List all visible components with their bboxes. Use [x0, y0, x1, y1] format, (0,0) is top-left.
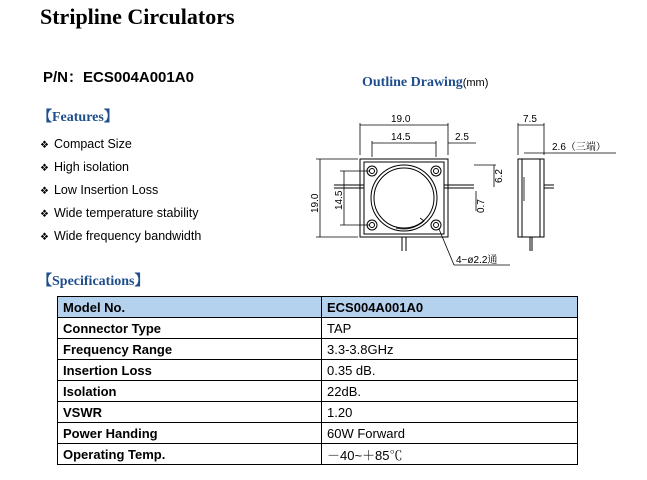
spec-label: Model No. — [58, 297, 322, 318]
dim-tab-width: 0.7 — [476, 199, 487, 213]
outline-drawing — [298, 105, 628, 273]
circulator-body — [360, 159, 448, 237]
spec-label: Connector Type — [58, 318, 322, 339]
spec-label: Power Handing — [58, 423, 322, 444]
table-row — [58, 339, 578, 360]
spec-value: 1.20 — [322, 402, 578, 423]
spec-label: Frequency Range — [58, 339, 322, 360]
feature-item — [40, 181, 201, 204]
spec-label: Isolation — [58, 381, 322, 402]
spec-value: 60W Forward — [322, 423, 578, 444]
dim-terminal: 2.6（三端） — [552, 142, 606, 153]
dim-height-inner: 14.5 — [334, 190, 345, 210]
dim-inner-width: 14.5 — [391, 132, 411, 143]
features-list — [40, 135, 201, 250]
spec-label: VSWR — [58, 402, 322, 423]
spec-value: ECS004A001A0 — [322, 297, 578, 318]
table-row — [58, 318, 578, 339]
diamond-bullet-icon: ❖ — [40, 163, 49, 174]
table-row — [58, 444, 578, 465]
dim-top-width: 19.0 — [391, 114, 411, 125]
page-title: Stripline Circulators — [40, 4, 235, 29]
spec-value: 0.35 dB. — [322, 360, 578, 381]
outline-title-text: Outline Drawing — [362, 75, 463, 90]
dim-height-outer: 19.0 — [310, 193, 321, 213]
dim-pin-offset: 2.5 — [455, 132, 469, 143]
feature-text: Low Insertion Loss — [53, 183, 159, 197]
circulator-terminals — [334, 185, 474, 251]
dim-thickness: 7.5 — [523, 114, 537, 125]
spec-value: 22dB. — [322, 381, 578, 402]
spec-label: Insertion Loss — [58, 360, 322, 381]
spec-label: Operating Temp. — [58, 444, 322, 465]
part-number: P/N：ECS004A001A0 — [43, 69, 194, 86]
diamond-bullet-icon: ❖ — [40, 232, 49, 243]
spec-value: TAP — [322, 318, 578, 339]
table-row — [58, 402, 578, 423]
table-row — [58, 360, 578, 381]
feature-item — [40, 204, 201, 227]
features-heading: 【Features】 — [38, 110, 118, 125]
feature-item — [40, 158, 201, 181]
feature-text: High isolation — [53, 160, 130, 174]
table-header-row — [58, 297, 578, 318]
specifications-heading: 【Specifications】 — [38, 274, 149, 289]
diamond-bullet-icon: ❖ — [40, 209, 49, 220]
feature-item — [40, 135, 201, 158]
dim-tab-height: 6.2 — [494, 169, 505, 183]
feature-item — [40, 227, 201, 250]
diamond-bullet-icon: ❖ — [40, 186, 49, 197]
specifications-table — [57, 296, 578, 465]
diamond-bullet-icon: ❖ — [40, 140, 49, 151]
side-view — [518, 159, 554, 251]
outline-drawing-title — [362, 75, 488, 91]
feature-text: Wide frequency bandwidth — [53, 229, 202, 243]
table-row — [58, 381, 578, 402]
dim-holes: 4−ø2.2通 — [456, 255, 498, 266]
spec-value: 3.3-3.8GHz — [322, 339, 578, 360]
feature-text: Compact Size — [53, 137, 132, 151]
outline-unit: (mm) — [462, 77, 489, 89]
table-row — [58, 423, 578, 444]
feature-text: Wide temperature stability — [53, 206, 199, 220]
spec-value: －40~＋85℃ — [322, 444, 578, 465]
